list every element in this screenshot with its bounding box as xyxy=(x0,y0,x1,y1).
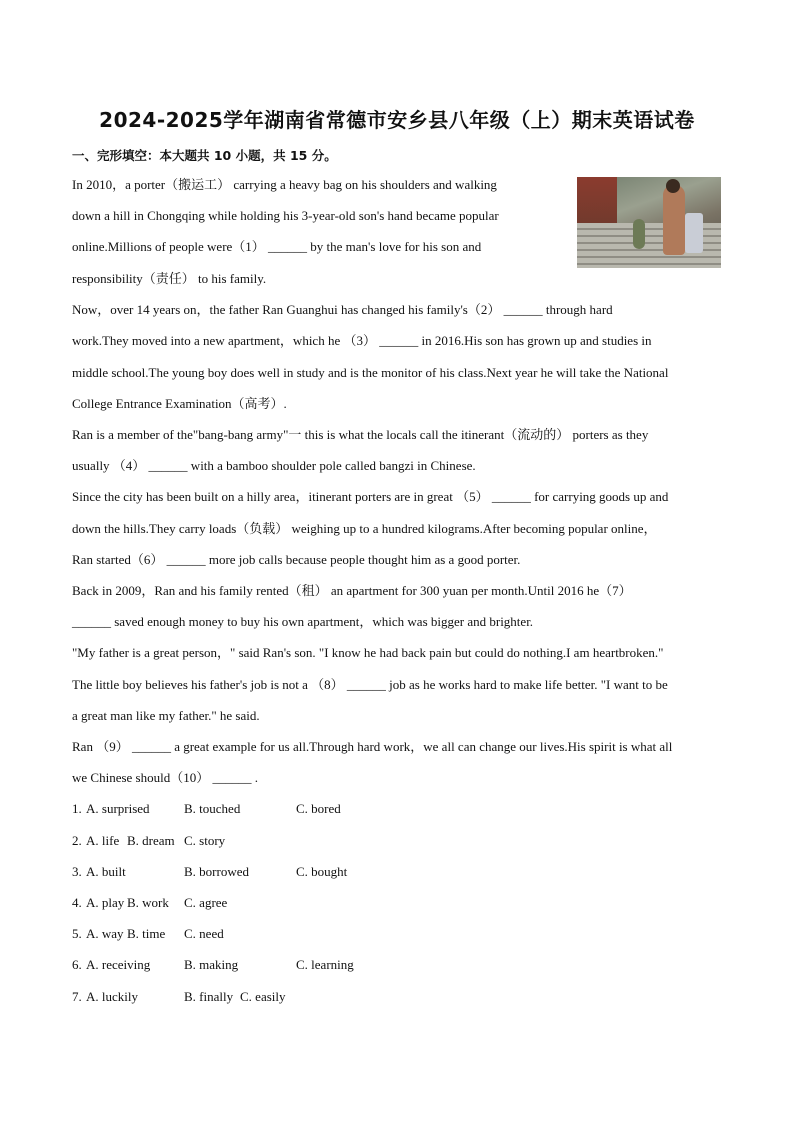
question-number: 1. xyxy=(72,801,82,816)
option-a[interactable]: A. play xyxy=(86,895,125,910)
question-number: 5. xyxy=(72,926,82,941)
question-item xyxy=(72,833,226,849)
question-item xyxy=(72,989,286,1005)
option-a[interactable]: A. way xyxy=(86,926,124,941)
question-number: 6. xyxy=(72,957,82,972)
photo-head xyxy=(666,179,680,193)
option-a[interactable]: A. surprised xyxy=(86,801,150,816)
option-c[interactable]: C. need xyxy=(184,926,224,941)
section-heading: 一、完形填空：本大题共 10 小题，共 15 分。 xyxy=(72,148,337,163)
option-c[interactable]: C. bored xyxy=(296,801,341,816)
passage-line: a great man like my father." he said. xyxy=(72,708,260,723)
question-number: 7. xyxy=(72,989,82,1004)
passage-line: down the hills.They carry loads（负载） weighing up to a hundred kilograms.After becoming popular online， xyxy=(72,521,657,536)
passage-line: online.Millions of people were（1） ______ by the man's love for his son and xyxy=(72,239,482,254)
option-c[interactable]: C. agree xyxy=(184,895,228,910)
option-a[interactable]: A. luckily xyxy=(86,989,138,1004)
passage-line: Back in 2009，Ran and his family rented（租） an apartment for 300 yuan per month.Until 2016 he（7） xyxy=(72,583,632,598)
option-b[interactable]: B. touched xyxy=(184,801,241,816)
passage-line: Ran started（6） ______ more job calls because people thought him as a good porter. xyxy=(72,552,521,567)
passage-line: we Chinese should（10） ______ . xyxy=(72,770,258,785)
option-b[interactable]: B. making xyxy=(184,957,239,972)
option-b[interactable]: B. finally xyxy=(184,989,234,1004)
passage-line: The little boy believes his father's job is not a （8） ______ job as he works hard to make life better. "I want to be xyxy=(72,677,668,692)
exam-title: 2024-2025学年湖南省常德市安乡县八年级（上）期末英语试卷 xyxy=(99,108,695,132)
option-c[interactable]: C. learning xyxy=(296,957,354,972)
option-a[interactable]: A. life xyxy=(86,833,120,848)
question-number: 2. xyxy=(72,833,82,848)
passage-line: Ran is a member of the"bang-bang army"一 this is what the locals call the itinerant（流动的） porters as they xyxy=(72,427,649,442)
passage-line: In 2010，a porter（搬运工） carrying a heavy bag on his shoulders and walking xyxy=(72,177,497,192)
option-c[interactable]: C. bought xyxy=(296,864,348,879)
passage-line: College Entrance Examination（高考）. xyxy=(72,396,287,411)
passage-line: Ran （9） ______ a great example for us all.Through hard work，we all can change our lives.His spirit is what all xyxy=(72,739,673,754)
option-a[interactable]: A. built xyxy=(86,864,126,879)
option-b[interactable]: B. borrowed xyxy=(184,864,249,879)
option-a[interactable]: A. receiving xyxy=(86,957,151,972)
passage-line: usually （4） ______ with a bamboo shoulder pole called bangzi in Chinese. xyxy=(72,458,476,473)
passage-line: "My father is a great person，" said Ran's son. "I know he had back pain but could do nothing.I am heartbroken." xyxy=(72,645,664,660)
question-item xyxy=(72,926,224,942)
passage-line: work.They moved into a new apartment，which he （3） ______ in 2016.His son has grown up and studies in xyxy=(72,333,652,348)
question-item xyxy=(72,895,228,911)
porter-photo xyxy=(577,177,721,268)
photo-man xyxy=(663,185,685,255)
passage-line: down a hill in Chongqing while holding his 3-year-old son's hand became popular xyxy=(72,208,499,223)
passage-line: Now，over 14 years on，the father Ran Guanghui has changed his family's（2） ______ through hard xyxy=(72,302,613,317)
question-number: 3. xyxy=(72,864,82,879)
question-item xyxy=(72,957,354,973)
passage-line: middle school.The young boy does well in study and is the monitor of his class.Next year he will take the National xyxy=(72,365,669,380)
option-b[interactable]: B. dream xyxy=(127,833,175,848)
passage-line: Since the city has been built on a hilly area，itinerant porters are in great （5） ______ for carrying goods up and xyxy=(72,489,669,504)
question-item xyxy=(72,864,348,880)
question-item xyxy=(72,801,341,817)
photo-child xyxy=(633,219,645,249)
option-c[interactable]: C. easily xyxy=(240,989,286,1004)
photo-bag xyxy=(685,213,703,253)
option-b[interactable]: B. work xyxy=(127,895,169,910)
question-number: 4. xyxy=(72,895,82,910)
passage-line: ______ saved enough money to buy his own apartment，which was bigger and brighter. xyxy=(72,614,534,629)
option-c[interactable]: C. story xyxy=(184,833,226,848)
passage-line: responsibility（责任） to his family. xyxy=(72,271,267,286)
option-b[interactable]: B. time xyxy=(127,926,166,941)
